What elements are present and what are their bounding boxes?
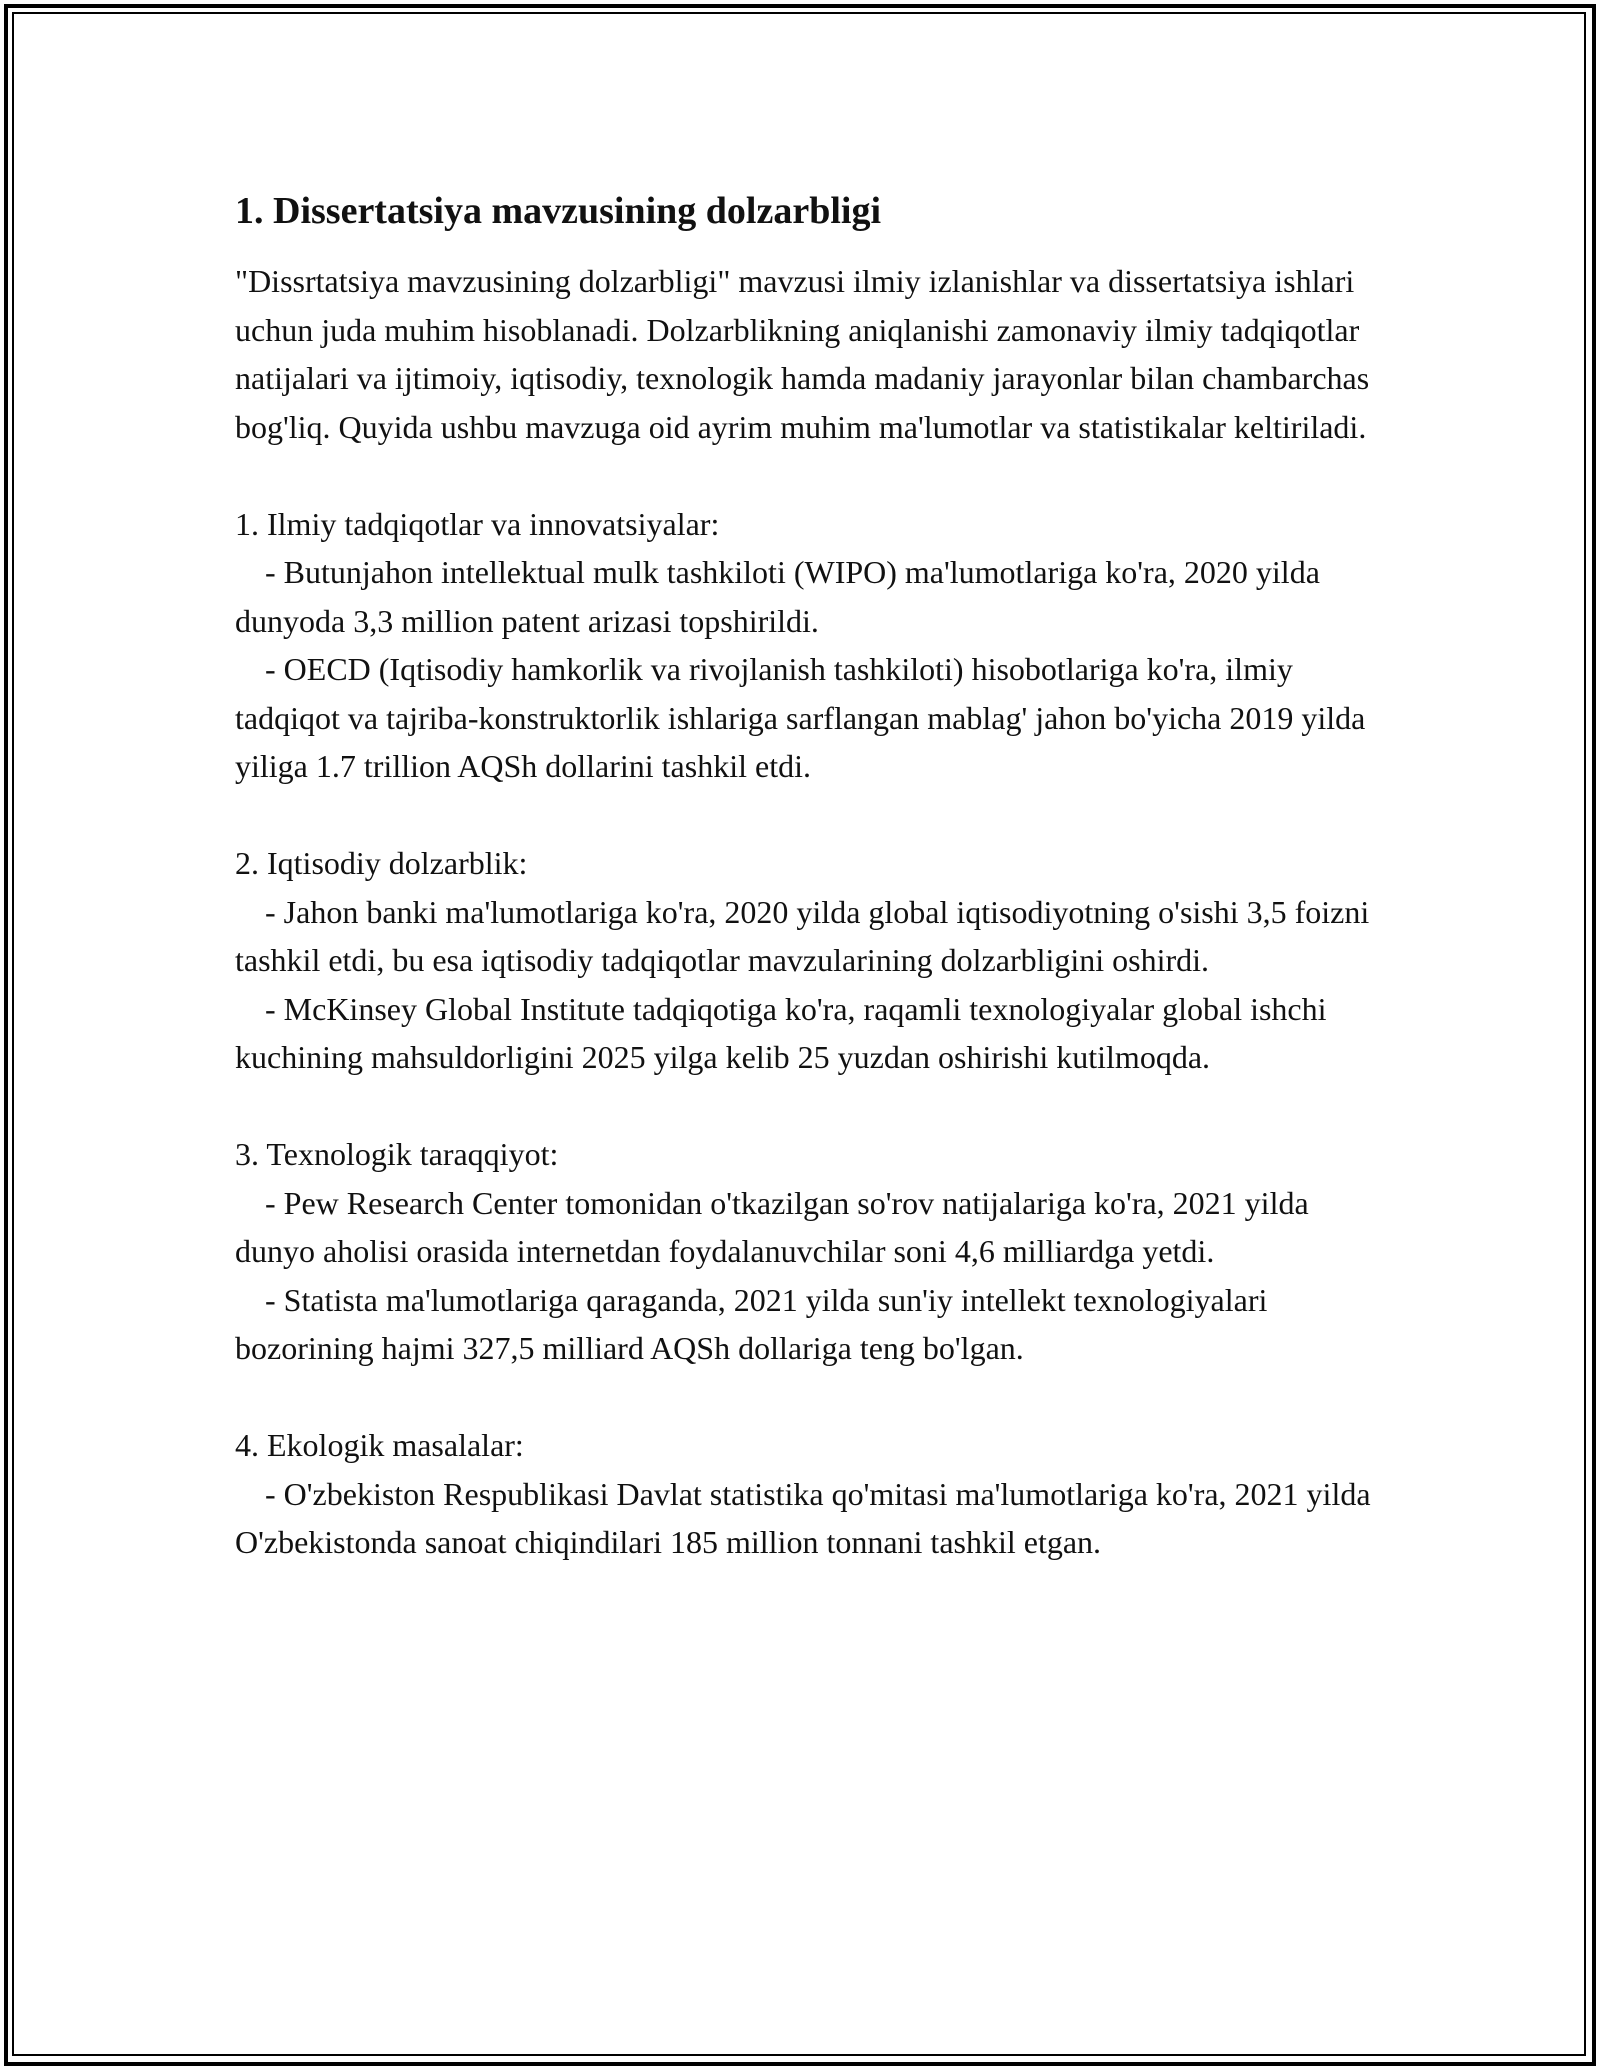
list-item: - OECD (Iqtisodiy hamkorlik va rivojlanish tashkiloti) hisobotlariga ko'ra, ilmiy tadqiqot va tajriba-konstruktorlik ishlariga sarflangan mablag' jahon bo'yicha 2019 yilda yiliga 1.7 trillion AQSh dollarini tashkil etdi. — [235, 651, 1366, 784]
list-item: - Jahon banki ma'lumotlariga ko'ra, 2020 yilda global iqtisodiyotning o'sishi 3,5 foizni tashkil etdi, bu esa iqtisodiy tadqiqotlar mavzularining dolzarbligini oshirdi. — [235, 893, 1370, 978]
section-heading: 2. Iqtisodiy dolzarblik: — [235, 845, 528, 881]
intro-paragraph: "Dissrtatsiya mavzusining dolzarbligi" mavzusi ilmiy izlanishlar va dissertatsiya ishlari uchun juda muhim hisoblanadi. Dolzarblikning aniqlanishi zamonaviy ilmiy tadqiqotlar natijalari va ijtimoiy, iqtisodiy, texnologik hamda madaniy jarayonlar bilan chambarchas bog'liq. Quyida ushbu mavzuga oid ayrim muhim ma'lumotlar va statistikalar keltiriladi. — [235, 263, 1370, 445]
section-heading: 4. Ekologik masalalar: — [235, 1427, 524, 1463]
page-title: 1. Dissertatsiya mavzusining dolzarbligi — [235, 190, 882, 232]
list-item: - McKinsey Global Institute tadqiqotiga ko'ra, raqamli texnologiyalar global ishchi kuchining mahsuldorligini 2025 yilga kelib 25 yuzdan oshirishi kutilmoqda. — [235, 990, 1327, 1075]
section-research — [235, 500, 1375, 791]
section-heading: 3. Texnologik taraqqiyot: — [235, 1136, 559, 1172]
section-heading: 1. Ilmiy tadqiqotlar va innovatsiyalar: — [235, 505, 720, 542]
list-item: - O'zbekiston Respublikasi Davlat statistika qo'mitasi ma'lumotlariga ko'ra, 2021 yilda O'zbekistonda sanoat chiqindilari 185 million tonnani tashkil etgan. — [235, 1475, 1371, 1560]
document-body — [235, 185, 1375, 1567]
list-item: - Statista ma'lumotlariga qaraganda, 2021 yilda sun'iy intellekt texnologiyalari bozorining hajmi 327,5 milliard AQSh dollariga teng bo'lgan. — [235, 1281, 1268, 1366]
section-ecology — [235, 1421, 1375, 1567]
section-economic — [235, 839, 1375, 1082]
section-technology — [235, 1130, 1375, 1373]
list-item: - Butunjahon intellektual mulk tashkiloti (WIPO) ma'lumotlariga ko'ra, 2020 yilda dunyoda 3,3 million patent arizasi topshirildi. — [235, 554, 1320, 639]
list-item: - Pew Research Center tomonidan o'tkazilgan so'rov natijalariga ko'ra, 2021 yilda dunyo aholisi orasida internetdan foydalanuvchilar soni 4,6 milliardga yetdi. — [235, 1184, 1309, 1269]
